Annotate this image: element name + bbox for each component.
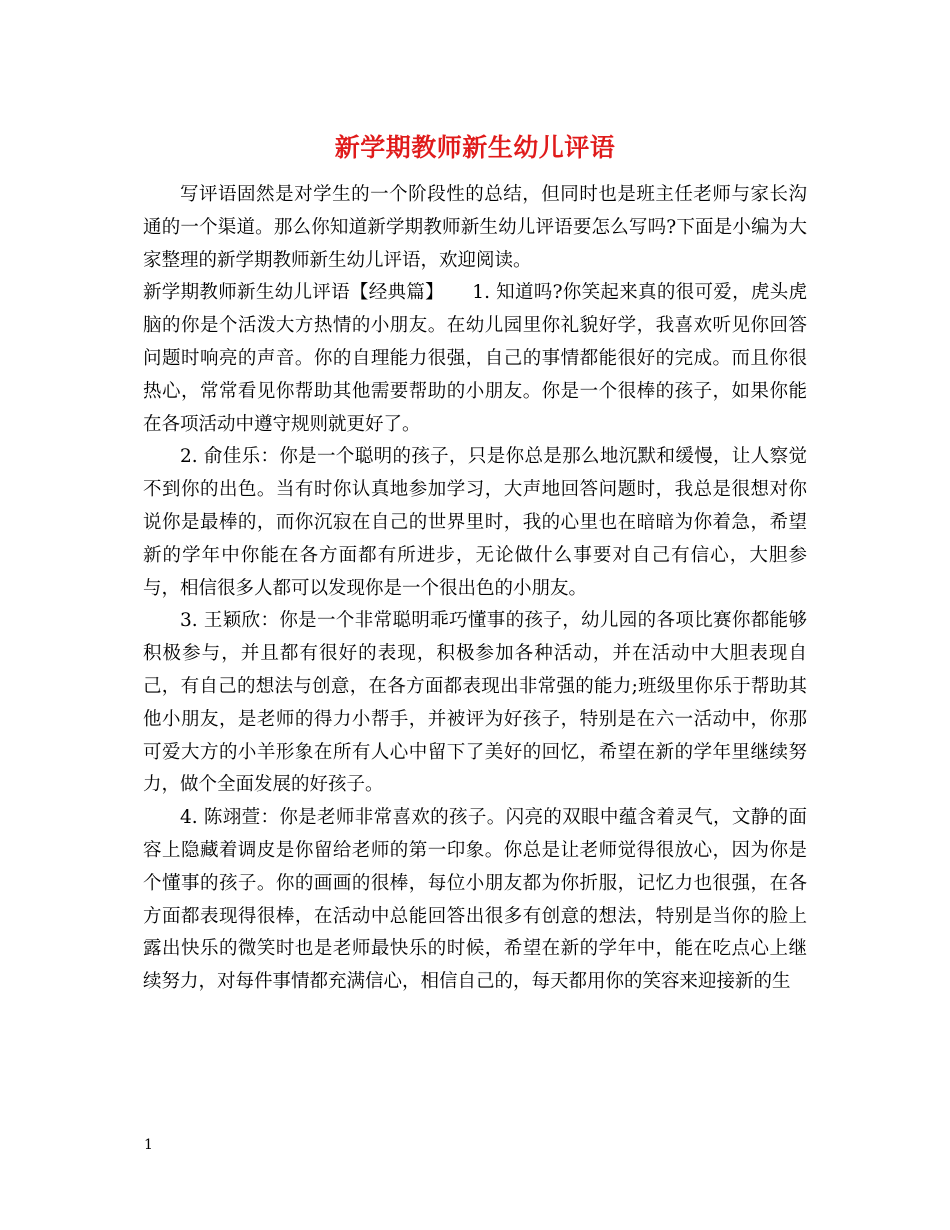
- comment-paragraph-1: 新学期教师新生幼儿评语【经典篇】 1. 知道吗?你笑起来真的很可爱，虎头虎脑的你是个活泼大方热情的小朋友。在幼儿园里你礼貌好学，我喜欢听见你回答问题时响亮的声音。你的自理能力很强，自己的事情都能很好的完成。而且你很热心，常常看见你帮助其他需要帮助的小朋友。你是一个很棒的孩子，如果你能在各项活动中遵守规则就更好了。: [143, 282, 807, 435]
- document-body: [143, 179, 807, 999]
- intro-paragraph: 写评语固然是对学生的一个阶段性的总结，但同时也是班主任老师与家长沟通的一个渠道。那么你知道新学期教师新生幼儿评语要怎么写吗?下面是小编为大家整理的新学期教师新生幼儿评语，欢迎阅读。: [143, 184, 807, 271]
- comment-paragraph-2: 2. 俞佳乐：你是一个聪明的孩子，只是你总是那么地沉默和缓慢，让人察觉不到你的出色。当有时你认真地参加学习，大声地回答问题时，我总是很想对你说你是最棒的，而你沉寂在自己的世界里时，我的心里也在暗暗为你着急，希望新的学年中你能在各方面都有所进步，无论做什么事要对自己有信心，大胆参与，相信很多人都可以发现你是一个很出色的小朋友。: [143, 446, 807, 599]
- page-number: 1: [144, 1137, 153, 1153]
- comment-paragraph-4: 4. 陈翊萱：你是老师非常喜欢的孩子。闪亮的双眼中蕴含着灵气，文静的面容上隐藏着调皮是你留给老师的第一印象。你总是让老师觉得很放心，因为你是个懂事的孩子。你的画画的很棒，每位小朋友都为你折服，记忆力也很强，在各方面都表现得很棒，在活动中总能回答出很多有创意的想法，特别是当你的脸上露出快乐的微笑时也是老师最快乐的时候，希望在新的学年中，能在吃点心上继续努力，对每件事情都充满信心，相信自己的，每天都用你的笑容来迎接新的生: [143, 807, 807, 993]
- comment-paragraph-3: 3. 王颖欣：你是一个非常聪明乖巧懂事的孩子，幼儿园的各项比赛你都能够积极参与，并且都有很好的表现，积极参加各种活动，并在活动中大胆表现自己，有自己的想法与创意，在各方面都表现出非常强的能力;班级里你乐于帮助其他小朋友，是老师的得力小帮手，并被评为好孩子，特别是在六一活动中，你那可爱大方的小羊形象在所有人心中留下了美好的回忆，希望在新的学年里继续努力，做个全面发展的好孩子。: [143, 610, 807, 796]
- document-title: 新学期教师新生幼儿评语: [334, 133, 616, 162]
